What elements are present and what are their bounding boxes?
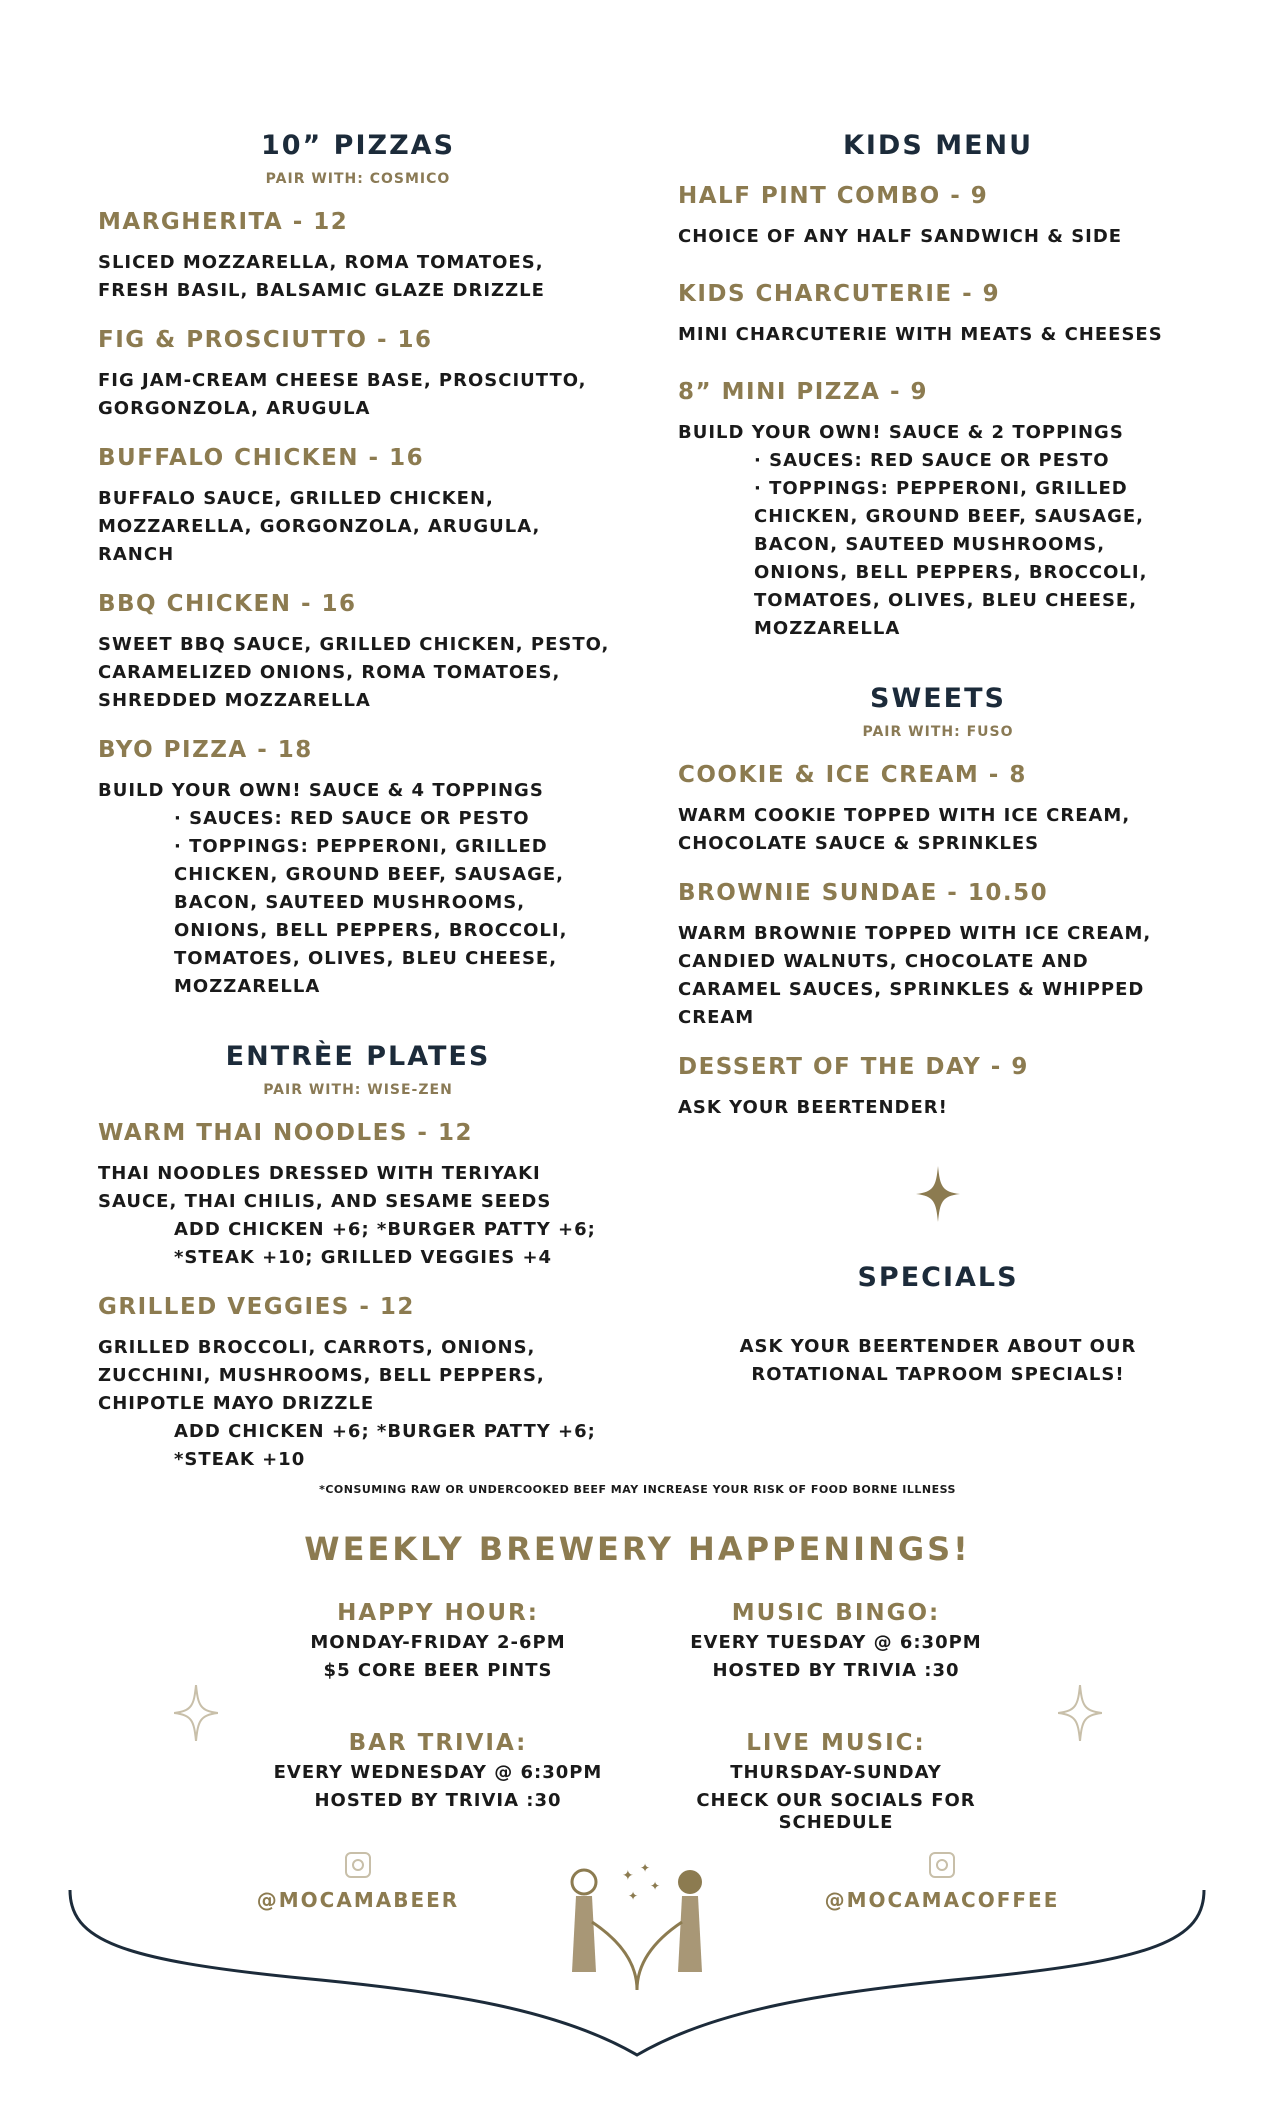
- instagram-handle[interactable]: @MOCAMABEER: [256, 1888, 460, 1912]
- item-name: BBQ CHICKEN - 16: [98, 591, 357, 617]
- music-bingo-title: MUSIC BINGO:: [731, 1600, 941, 1626]
- sweets-title: SWEETS: [870, 683, 1006, 714]
- item-name: KIDS CHARCUTERIE - 9: [678, 281, 1001, 307]
- entree-pair: PAIR WITH: WISE-ZEN: [263, 1082, 453, 1098]
- item-desc: THAI NOODLES DRESSED WITH TERIYAKI SAUCE, THAI CHILIS, AND SESAME SEEDS: [98, 1163, 552, 1212]
- sparkle-icon: [678, 1166, 1198, 1226]
- item-desc: MINI CHARCUTERIE WITH MEATS & CHEESES: [678, 324, 1163, 345]
- item-extra: · SAUCES: RED SAUCE OR PESTO: [754, 450, 1110, 471]
- item-desc: CHOICE OF ANY HALF SANDWICH & SIDE: [678, 226, 1123, 247]
- item-extra: · TOPPINGS: PEPPERONI, GRILLED CHICKEN, GROUND BEEF, SAUSAGE, BACON, SAUTEED MUSHROOMS, ONIONS, BELL PEPPERS, BROCCOLI, TOMATOES, OLIVES, BLEU CHEESE, MOZZARELLA: [754, 478, 1148, 639]
- pizzas-section: [98, 130, 618, 1474]
- item-desc: SLICED MOZZARELLA, ROMA TOMATOES, FRESH BASIL, BALSAMIC GLAZE DRIZZLE: [98, 252, 545, 301]
- item-name: 8” MINI PIZZA - 9: [678, 379, 929, 405]
- logo-illustration: [562, 1862, 712, 1996]
- weekly-title: WEEKLY BREWERY HAPPENINGS!: [304, 1530, 971, 1568]
- item-extra: · TOPPINGS: PEPPERONI, GRILLED CHICKEN, GROUND BEEF, SAUSAGE, BACON, SAUTEED MUSHROOMS, ONIONS, BELL PEPPERS, BROCCOLI, TOMATOES, OLIVES, BLEU CHEESE, MOZZARELLA: [174, 836, 568, 997]
- specials-title: SPECIALS: [857, 1262, 1019, 1293]
- happy-hour-line1: MONDAY-FRIDAY 2-6PM: [310, 1632, 566, 1653]
- item-name: BYO PIZZA - 18: [98, 737, 313, 763]
- happy-hour-line2: $5 CORE BEER PINTS: [323, 1660, 553, 1681]
- item-extra: · SAUCES: RED SAUCE OR PESTO: [174, 808, 530, 829]
- instagram-handle[interactable]: @MOCAMACOFFEE: [824, 1888, 1060, 1912]
- item-name: BROWNIE SUNDAE - 10.50: [678, 880, 1049, 906]
- item-desc: FIG JAM-CREAM CHEESE BASE, PROSCIUTTO, GORGONZOLA, ARUGULA: [98, 370, 587, 419]
- bar-trivia-line2: HOSTED BY TRIVIA :30: [314, 1790, 562, 1811]
- pizzas-title: 10” PIZZAS: [260, 130, 456, 161]
- svg-text:✦: ✦: [640, 1862, 651, 1875]
- item-name: HALF PINT COMBO - 9: [678, 183, 989, 209]
- item-name: GRILLED VEGGIES - 12: [98, 1294, 415, 1320]
- pizzas-pair: PAIR WITH: COSMICO: [265, 171, 451, 187]
- item-desc: ASK YOUR BEERTENDER!: [678, 1097, 948, 1118]
- instagram-icon: [929, 1852, 955, 1878]
- item-name: FIG & PROSCIUTTO - 16: [98, 327, 433, 353]
- item-desc: WARM BROWNIE TOPPED WITH ICE CREAM, CANDIED WALNUTS, CHOCOLATE AND CARAMEL SAUCES, SPRINKLES & WHIPPED CREAM: [678, 923, 1152, 1028]
- kids-section: [678, 130, 1198, 1389]
- item-name: WARM THAI NOODLES - 12: [98, 1120, 473, 1146]
- music-bingo-line2: HOSTED BY TRIVIA :30: [712, 1660, 960, 1681]
- specials-text: ASK YOUR BEERTENDER ABOUT OUR ROTATIONAL TAPROOM SPECIALS!: [739, 1336, 1137, 1385]
- item-extra: ADD CHICKEN +6; *BURGER PATTY +6; *STEAK +10: [174, 1421, 596, 1470]
- item-desc: SWEET BBQ SAUCE, GRILLED CHICKEN, PESTO, CARAMELIZED ONIONS, ROMA TOMATOES, SHREDDED MOZZARELLA: [98, 634, 610, 711]
- sweets-pair: PAIR WITH: FUSO: [862, 724, 1014, 740]
- live-music: [646, 1730, 1026, 1834]
- entree-title: ENTRÈE PLATES: [225, 1041, 491, 1072]
- item-extra: ADD CHICKEN +6; *BURGER PATTY +6; *STEAK +10; GRILLED VEGGIES +4: [174, 1219, 596, 1268]
- item-name: DESSERT OF THE DAY - 9: [678, 1054, 1029, 1080]
- happy-hour: [248, 1600, 628, 1682]
- social-right[interactable]: [812, 1852, 1072, 1912]
- item-desc: WARM COOKIE TOPPED WITH ICE CREAM, CHOCOLATE SAUCE & SPRINKLES: [678, 805, 1131, 854]
- item-name: BUFFALO CHICKEN - 16: [98, 445, 425, 471]
- item-name: MARGHERITA - 12: [98, 209, 349, 235]
- item-desc: BUILD YOUR OWN! SAUCE & 2 TOPPINGS: [678, 422, 1124, 443]
- live-music-line1: THURSDAY-SUNDAY: [730, 1762, 942, 1783]
- item-desc: GRILLED BROCCOLI, CARROTS, ONIONS, ZUCCHINI, MUSHROOMS, BELL PEPPERS, CHIPOTLE MAYO DRIZZLE: [98, 1337, 545, 1414]
- bar-trivia-title: BAR TRIVIA:: [348, 1730, 528, 1756]
- svg-text:✦: ✦: [628, 1889, 639, 1903]
- sparkle-outline-icon: [174, 1685, 218, 1745]
- sparkle-outline-icon: [1058, 1685, 1102, 1745]
- svg-text:✦: ✦: [650, 1879, 661, 1893]
- bar-trivia-line1: EVERY WEDNESDAY @ 6:30PM: [273, 1762, 603, 1783]
- live-music-title: LIVE MUSIC:: [746, 1730, 926, 1756]
- disclaimer: *CONSUMING RAW OR UNDERCOOKED BEEF MAY INCREASE YOUR RISK OF FOOD BORNE ILLNESS: [319, 1483, 956, 1496]
- bar-trivia: [248, 1730, 628, 1812]
- social-left[interactable]: [228, 1852, 488, 1912]
- music-bingo-line1: EVERY TUESDAY @ 6:30PM: [690, 1632, 982, 1653]
- item-desc: BUILD YOUR OWN! SAUCE & 4 TOPPINGS: [98, 780, 544, 801]
- happy-hour-title: HAPPY HOUR:: [337, 1600, 539, 1626]
- svg-text:✦: ✦: [622, 1868, 634, 1884]
- kids-title: KIDS MENU: [842, 130, 1034, 161]
- instagram-icon: [345, 1852, 371, 1878]
- item-desc: BUFFALO SAUCE, GRILLED CHICKEN, MOZZARELLA, GORGONZOLA, ARUGULA, RANCH: [98, 488, 541, 565]
- live-music-line2: CHECK OUR SOCIALS FOR SCHEDULE: [696, 1790, 976, 1833]
- music-bingo: [646, 1600, 1026, 1682]
- item-name: COOKIE & ICE CREAM - 8: [678, 762, 1027, 788]
